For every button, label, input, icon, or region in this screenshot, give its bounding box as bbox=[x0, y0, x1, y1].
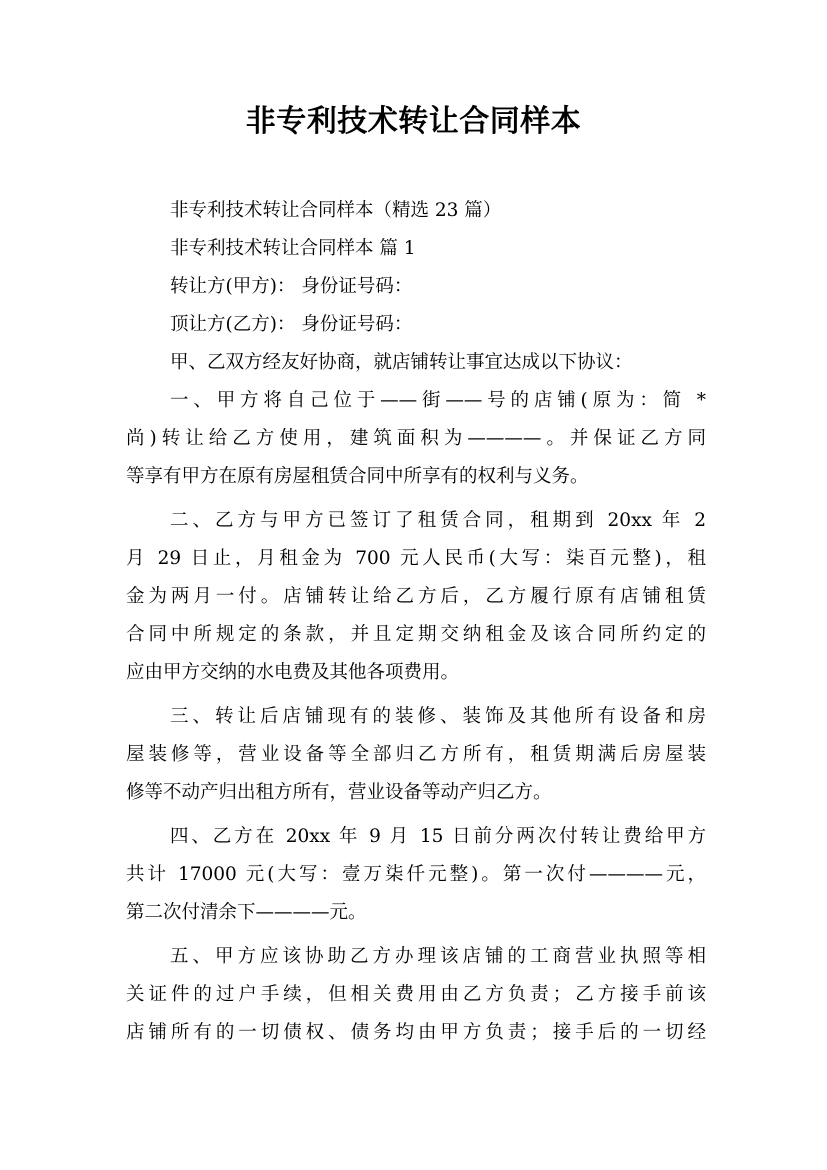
document-body bbox=[126, 192, 706, 1052]
clause-3-line-1: 三、转让后店铺现有的装修、装饰及其他所有设备和房 bbox=[170, 706, 706, 727]
clause-2-line-4: 合同中所规定的条款，并且定期交纳租金及该合同所约定的 bbox=[126, 624, 706, 645]
clause-4-line-3: 第二次付清余下————元。 bbox=[126, 902, 367, 923]
clause-5-line-3: 店铺所有的一切债权、债务均由甲方负责；接手后的一切经 bbox=[126, 1022, 706, 1043]
clause-1-line-1: 一、甲方将自己位于——街——号的店铺(原为：简 * bbox=[170, 390, 706, 411]
agreement-intro-line: 甲、乙双方经友好协商，就店铺转让事宜达成以下协议： bbox=[170, 352, 633, 373]
transferor-line: 转让方(甲方)： 身份证号码： bbox=[170, 276, 413, 297]
transferee-line: 顶让方(乙方)： 身份证号码： bbox=[170, 314, 413, 335]
clause-1-line-3: 等享有甲方在原有房屋租赁合同中所享有的权利与义务。 bbox=[126, 466, 589, 487]
clause-5-line-2: 关证件的过户手续，但相关费用由乙方负责；乙方接手前该 bbox=[126, 984, 706, 1005]
section-heading-line: 非专利技术转让合同样本 篇 1 bbox=[170, 238, 416, 259]
clause-5-line-1: 五、甲方应该协助乙方办理该店铺的工商营业执照等相 bbox=[170, 946, 706, 967]
clause-2-line-3: 金为两月一付。店铺转让给乙方后，乙方履行原有店铺租赁 bbox=[126, 586, 706, 607]
clause-3-line-3: 修等不动产归出租方所有，营业设备等动产归乙方。 bbox=[126, 782, 552, 803]
document-title: 非专利技术转让合同样本 bbox=[245, 104, 582, 139]
subtitle-line: 非专利技术转让合同样本（精选 23 篇） bbox=[170, 200, 502, 221]
clause-2-line-5: 应由甲方交纳的水电费及其他各项费用。 bbox=[126, 662, 460, 683]
clause-2-line-1: 二、乙方与甲方已签订了租赁合同，租期到 20xx 年 2 bbox=[170, 510, 706, 531]
clause-4-line-2: 共计 17000 元(大写：壹万柒仟元整)。第一次付————元， bbox=[126, 864, 706, 885]
clause-3-line-2: 屋装修等，营业设备等全部归乙方所有，租赁期满后房屋装 bbox=[126, 744, 706, 765]
clause-2-line-2: 月 29 日止，月租金为 700 元人民币(大写：柒百元整)，租 bbox=[126, 548, 706, 569]
clause-1-line-2: 尚)转让给乙方使用，建筑面积为————。并保证乙方同 bbox=[126, 428, 706, 449]
clause-4-line-1: 四、乙方在 20xx 年 9 月 15 日前分两次付转让费给甲方 bbox=[170, 826, 706, 847]
